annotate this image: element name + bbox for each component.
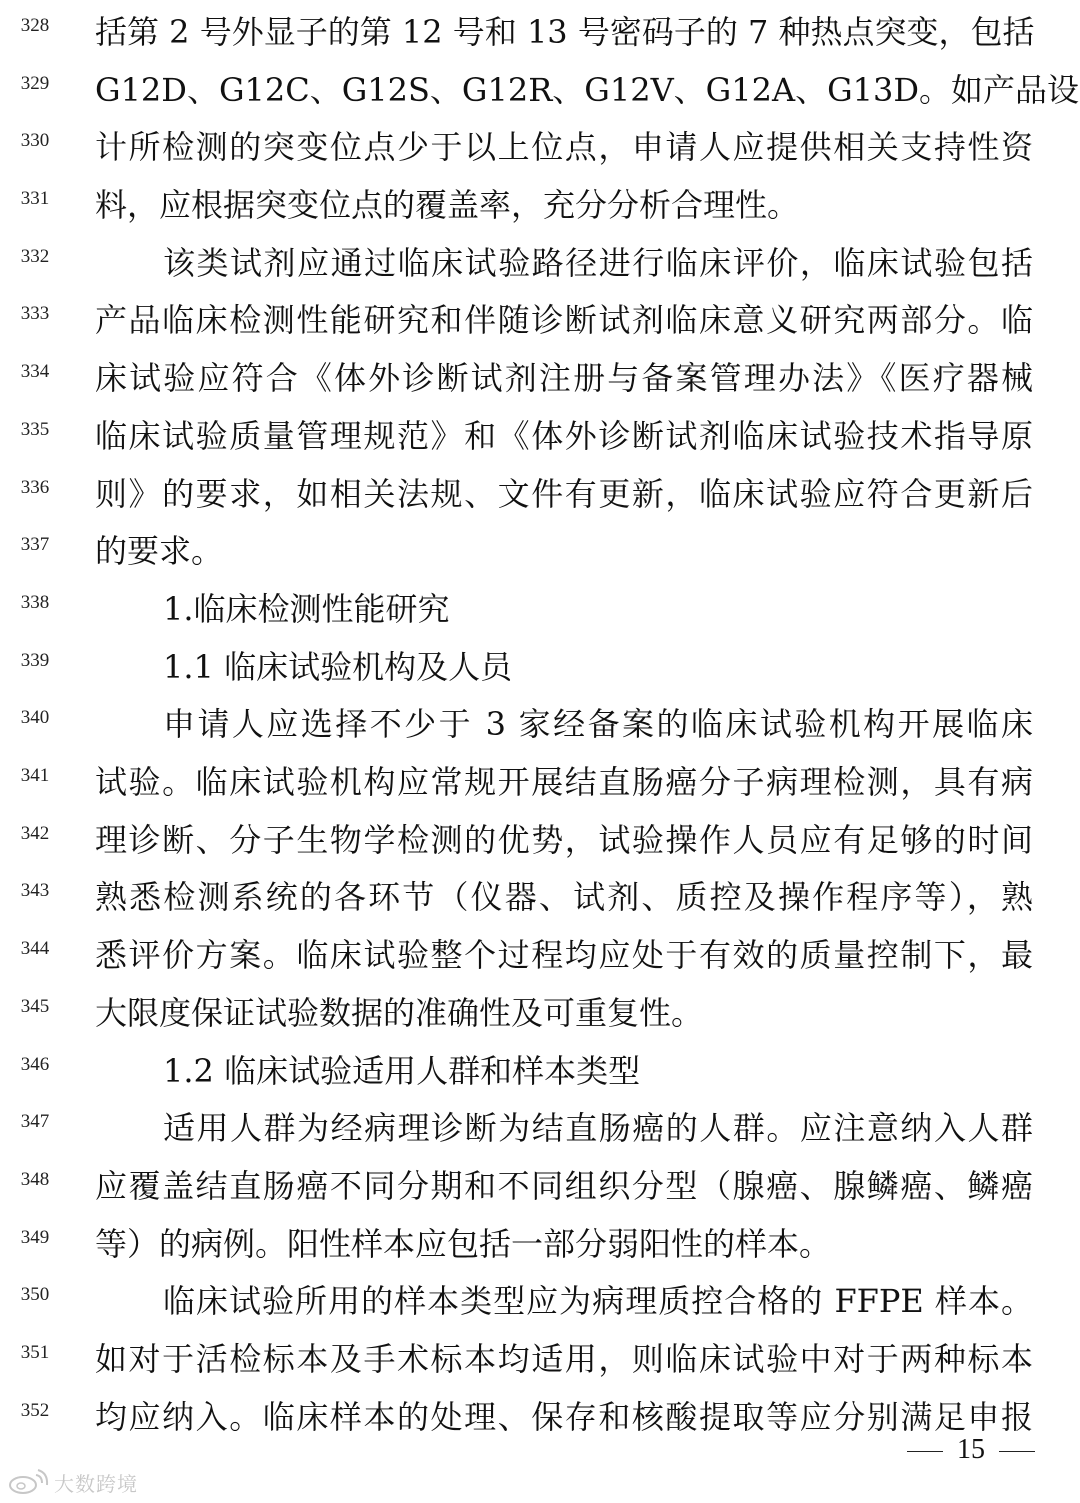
text-line	[0, 1330, 1080, 1388]
line-text: 如对于活检标本及手术标本均适用，则临床试验中对于两种标本	[95, 1340, 1033, 1378]
text-line	[0, 3, 1080, 61]
line-number: 347	[20, 1111, 50, 1132]
section-heading: 1.1 临床试验机构及人员	[163, 648, 513, 686]
line-text: 熟悉检测系统的各环节（仪器、试剂、质控及操作程序等），熟	[95, 878, 1033, 916]
text-line	[0, 695, 1080, 753]
line-text: 计所检测的突变位点少于以上位点，申请人应提供相关支持性资	[95, 128, 1033, 166]
text-line	[0, 118, 1080, 176]
footer-dash-left	[907, 1451, 943, 1452]
text-line	[0, 753, 1080, 811]
section-heading: 1.临床检测性能研究	[163, 590, 450, 628]
line-text: 适用人群为经病理诊断为结直肠癌的人群。应注意纳入人群	[163, 1109, 1033, 1147]
watermark	[6, 1465, 138, 1499]
line-number: 344	[20, 938, 50, 959]
line-text: 等）的病例。阳性样本应包括一部分弱阳性的样本。	[95, 1225, 832, 1263]
line-number: 341	[20, 765, 50, 786]
line-number: 334	[20, 361, 50, 382]
line-number: 328	[20, 15, 50, 36]
line-text: 临床试验所用的样本类型应为病理质控合格的 FFPE 样本。	[163, 1282, 1033, 1320]
line-text: 试验。临床试验机构应常规开展结直肠癌分子病理检测，具有病	[95, 763, 1033, 801]
line-text: 的要求。	[95, 532, 224, 570]
line-text: 该类试剂应通过临床试验路径进行临床评价，临床试验包括	[163, 244, 1033, 282]
line-text: 理诊断、分子生物学检测的优势，试验操作人员应有足够的时间	[95, 821, 1033, 859]
text-line	[0, 1099, 1080, 1157]
line-number: 343	[20, 880, 50, 901]
text-line	[0, 234, 1080, 292]
text-line	[0, 1215, 1080, 1273]
line-number: 339	[20, 650, 50, 671]
line-number: 338	[20, 592, 50, 613]
text-line	[0, 638, 1080, 696]
line-text: 应覆盖结直肠癌不同分期和不同组织分型（腺癌、腺鳞癌、鳞癌	[95, 1167, 1033, 1205]
text-line	[0, 522, 1080, 580]
line-text: 临床试验质量管理规范》和《体外诊断试剂临床试验技术指导原	[95, 417, 1033, 455]
weibo-logo-icon	[6, 1469, 50, 1495]
footer-dash-right	[999, 1451, 1035, 1452]
section-heading: 1.2 临床试验适用人群和样本类型	[163, 1052, 641, 1090]
text-line	[0, 984, 1080, 1042]
text-line	[0, 465, 1080, 523]
page-number: 15	[957, 1434, 985, 1465]
line-number: 330	[20, 130, 50, 151]
line-number: 329	[20, 73, 50, 94]
page-footer	[893, 1434, 1049, 1466]
line-number: 332	[20, 246, 50, 267]
text-line	[0, 926, 1080, 984]
line-number: 350	[20, 1284, 50, 1305]
line-text: 产品临床检测性能研究和伴随诊断试剂临床意义研究两部分。临	[95, 301, 1033, 339]
line-number: 337	[20, 534, 50, 555]
text-line	[0, 407, 1080, 465]
text-line	[0, 1272, 1080, 1330]
text-line	[0, 176, 1080, 234]
text-line	[0, 291, 1080, 349]
line-text: 床试验应符合《体外诊断试剂注册与备案管理办法》《医疗器械	[95, 359, 1033, 397]
line-number: 340	[20, 707, 50, 728]
line-text: 均应纳入。临床样本的处理、保存和核酸提取等应分别满足申报	[95, 1398, 1033, 1436]
line-number: 351	[20, 1342, 50, 1363]
line-number: 345	[20, 996, 50, 1017]
line-number: 335	[20, 419, 50, 440]
line-number: 331	[20, 188, 50, 209]
line-number: 349	[20, 1227, 50, 1248]
text-line	[0, 868, 1080, 926]
line-number: 346	[20, 1054, 50, 1075]
text-line	[0, 1157, 1080, 1215]
text-line	[0, 580, 1080, 638]
line-number: 333	[20, 303, 50, 324]
line-number: 342	[20, 823, 50, 844]
line-number: 336	[20, 477, 50, 498]
line-text: 括第 2 号外显子的第 12 号和 13 号密码子的 7 种热点突变，包括	[95, 13, 1035, 51]
text-line	[0, 811, 1080, 869]
text-line	[0, 1042, 1080, 1100]
line-text: 料，应根据突变位点的覆盖率，充分分析合理性。	[95, 186, 800, 224]
line-text: G12D、G12C、G12S、G12R、G12V、G12A、G13D。如产品设	[95, 71, 1080, 109]
line-text: 则》的要求，如相关法规、文件有更新，临床试验应符合更新后	[95, 475, 1033, 513]
line-number: 352	[20, 1400, 50, 1421]
text-line	[0, 61, 1080, 119]
text-line	[0, 349, 1080, 407]
line-number: 348	[20, 1169, 50, 1190]
watermark-text: 大数跨境	[54, 1471, 138, 1496]
line-text: 大限度保证试验数据的准确性及可重复性。	[95, 994, 704, 1032]
line-text: 申请人应选择不少于 3 家经备案的临床试验机构开展临床	[163, 705, 1033, 743]
line-text: 悉评价方案。临床试验整个过程均应处于有效的质量控制下，最	[95, 936, 1033, 974]
